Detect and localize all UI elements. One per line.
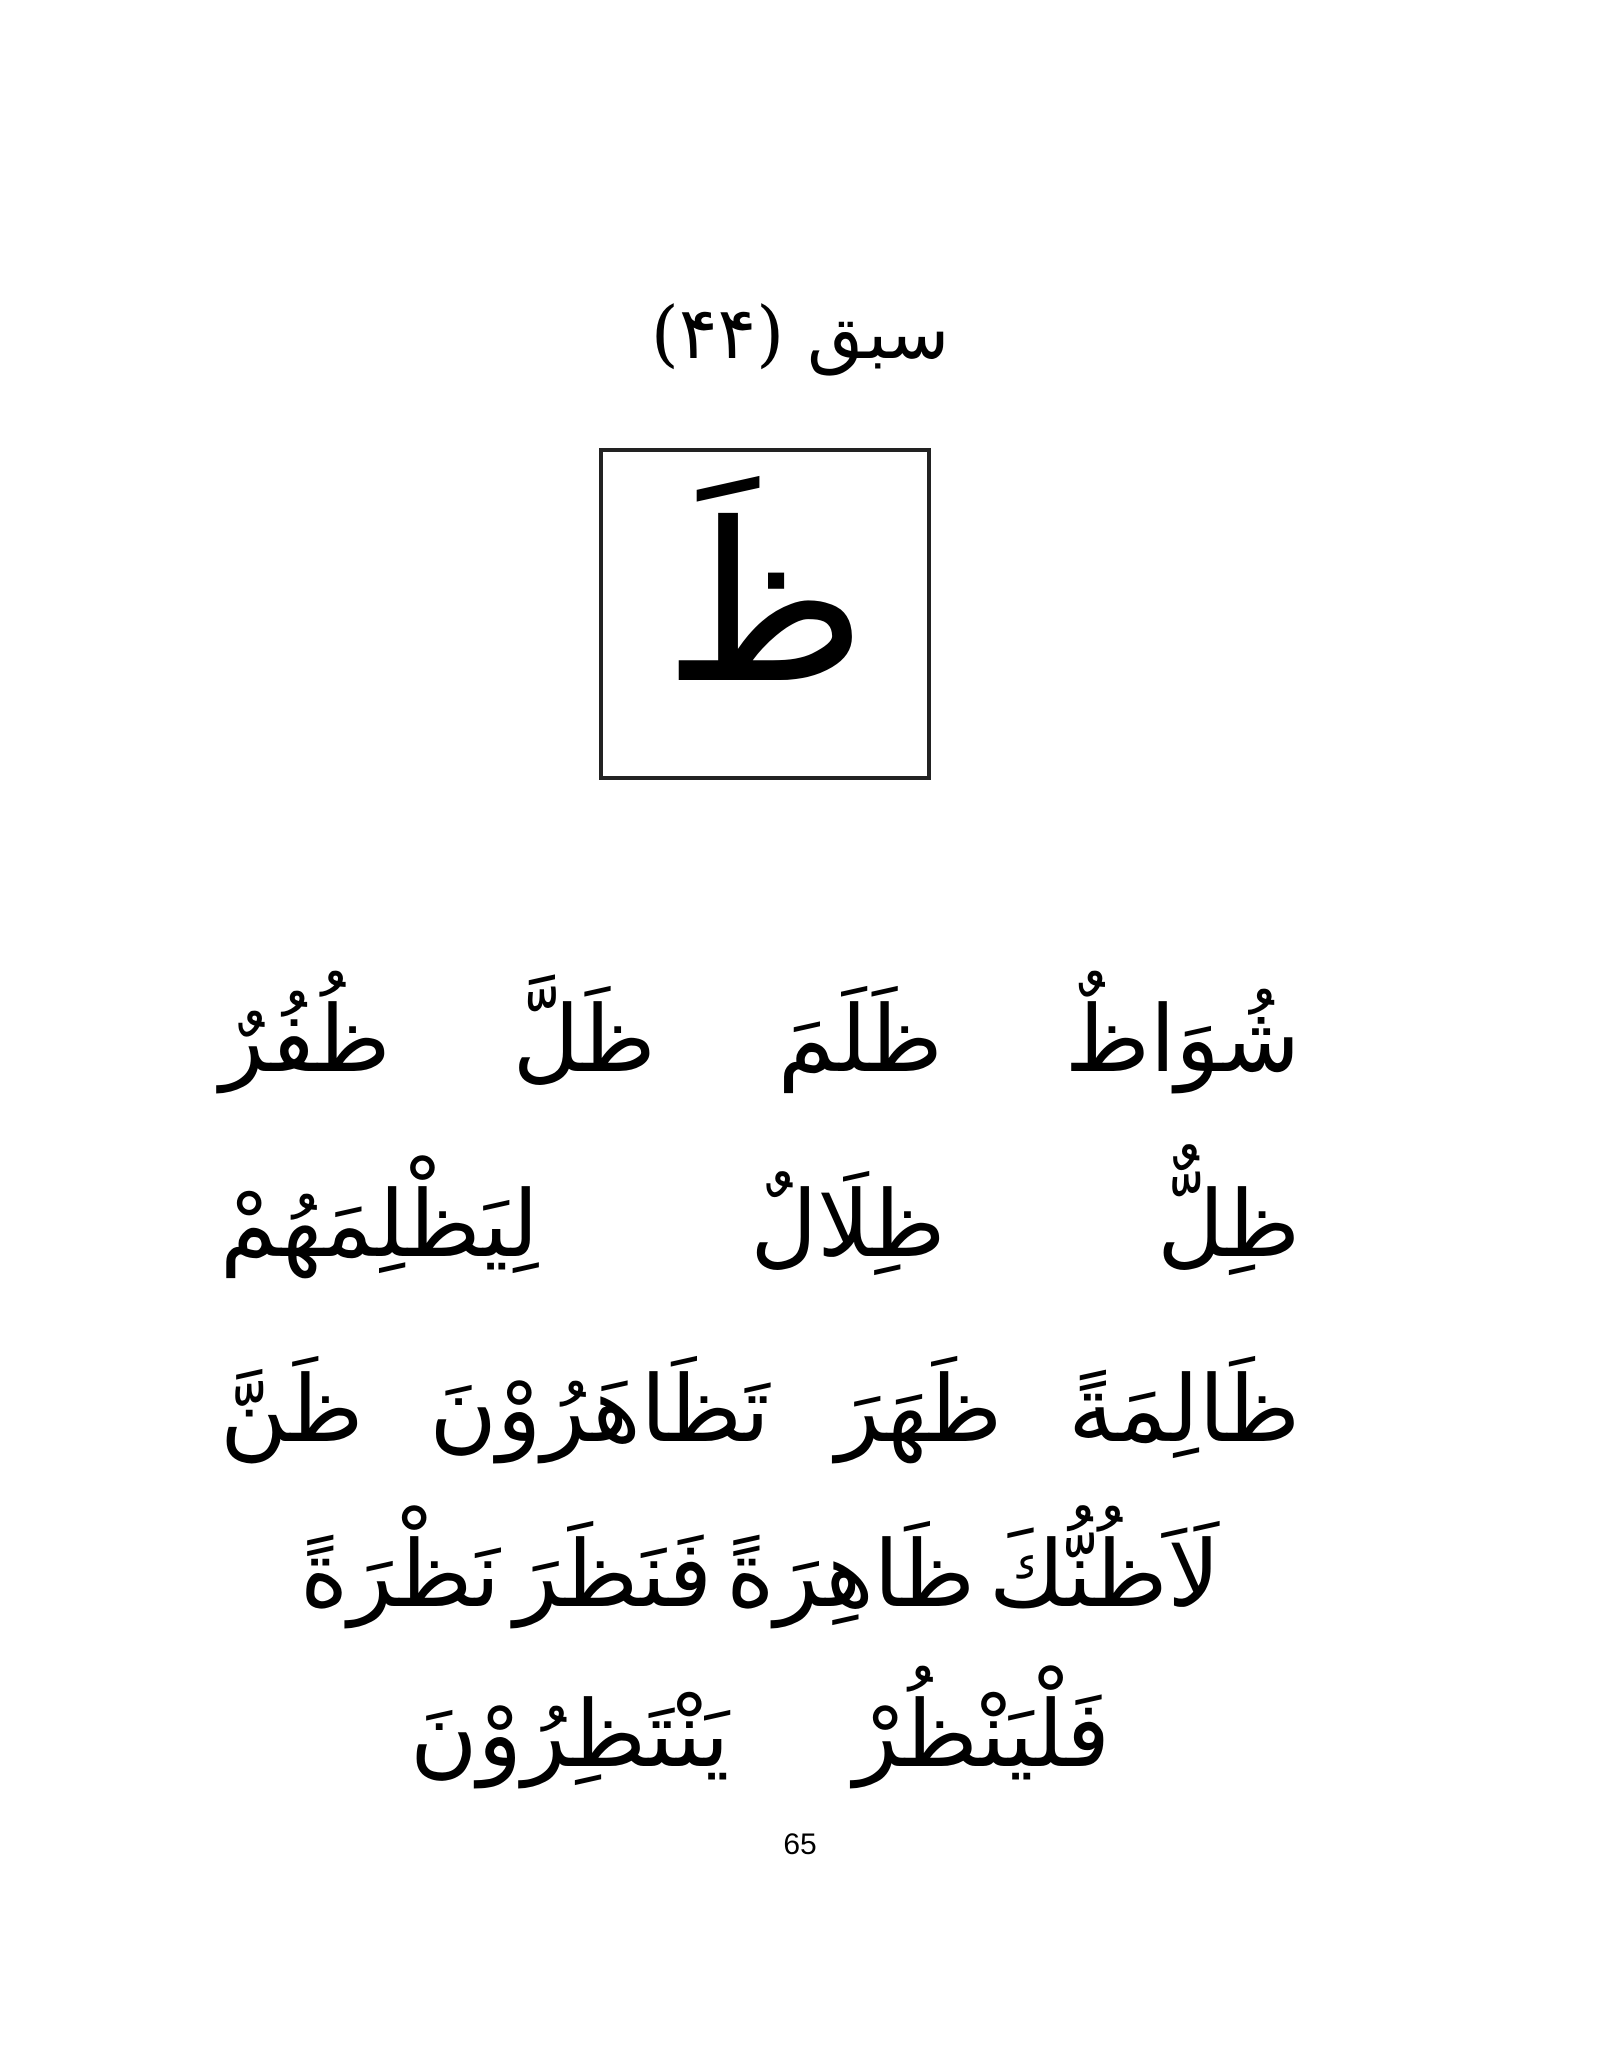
page-number: 65 (783, 1828, 817, 1861)
word: فَلْيَنْظُرْ (853, 1681, 1110, 1789)
word: فَنَظَرَ (514, 1521, 713, 1629)
word: نَظْرَةً (300, 1521, 501, 1629)
word-row-1 (220, 965, 1300, 1115)
lesson-title: سبق (۴۴) (650, 291, 950, 375)
word-row-5 (410, 1660, 1110, 1810)
word: ظَالِمَةً (1068, 1356, 1300, 1464)
word: شُوَاظٌ (1064, 986, 1300, 1094)
word-row-2 (220, 1150, 1300, 1300)
word: لِيَظْلِمَهُمْ (220, 1171, 539, 1279)
word-row-4 (300, 1500, 1220, 1650)
featured-letter: ظَ (663, 476, 867, 732)
word-row-3 (220, 1335, 1300, 1485)
letter-box (599, 448, 931, 780)
word: ظَاهِرَةً (726, 1521, 975, 1629)
word: يَنْتَظِرُوْنَ (410, 1681, 730, 1789)
word: ظِلٌّ (1157, 1171, 1300, 1279)
word: لَاَظُنُّكَ (989, 1521, 1220, 1629)
word: ظَلَّ (512, 986, 656, 1094)
word: ظِلَالٌ (750, 1171, 946, 1279)
word: ظَنَّ (220, 1356, 364, 1464)
word: ظُفُرٌ (220, 986, 391, 1094)
word: ظَلَمَ (777, 986, 943, 1094)
word: تَظَاهَرُوْنَ (429, 1356, 770, 1464)
word: ظَهَرَ (835, 1356, 1003, 1464)
